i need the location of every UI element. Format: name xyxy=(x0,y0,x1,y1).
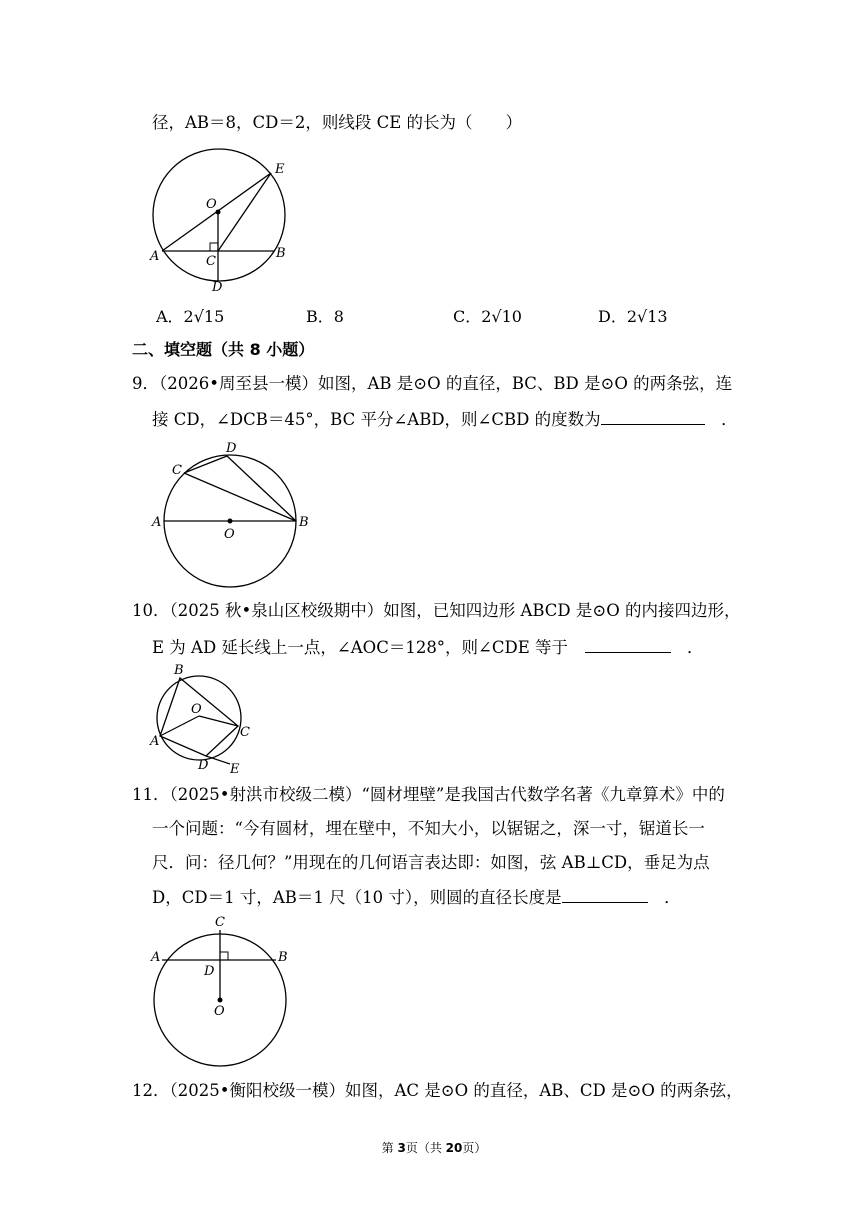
q11-answer-blank[interactable] xyxy=(562,886,648,903)
footer-prefix: 第 xyxy=(381,1141,398,1155)
q8-option-d[interactable]: D．2√13 xyxy=(598,307,668,326)
q11-line4 xyxy=(152,886,681,909)
q10-extension-de xyxy=(206,756,230,764)
q11-label-a: A xyxy=(151,950,161,965)
q9-label-c: C xyxy=(172,463,182,478)
q10-label-d: D xyxy=(198,758,209,773)
footer-total-pages: 20 xyxy=(445,1141,463,1155)
q10-quadrilateral xyxy=(160,678,238,756)
q8-label-b: B xyxy=(276,246,286,261)
q10-line2-text: E 为 AD 延长线上一点，∠AOC＝128°，则∠CDE 等于 xyxy=(152,638,569,657)
q11-line4-text: D，CD＝1 寸，AB＝1 尺（10 寸），则圆的直径长度是 xyxy=(152,888,562,907)
footer-mid: 页（共 xyxy=(405,1141,446,1155)
q8-text: 径，AB＝8，CD＝2，则线段 CE 的长为（ ） xyxy=(152,113,523,132)
q9-chord-cd xyxy=(184,456,227,473)
q11-figure xyxy=(146,914,302,1070)
q8-figure xyxy=(140,145,300,295)
q11-end: ． xyxy=(664,888,681,907)
q9-line1: 9．（2026•周至县一模）如图，AB 是⊙O 的直径，BC、BD 是⊙O 的两条弦，连 xyxy=(132,374,733,393)
footer-page-number: 3 xyxy=(397,1141,406,1155)
q8-label-a: A xyxy=(150,249,160,264)
q8-circle xyxy=(153,149,285,281)
q9-answer-blank[interactable] xyxy=(601,408,705,425)
q10-figure xyxy=(146,660,258,780)
q9-label-d: D xyxy=(226,441,237,456)
q8-label-d: D xyxy=(212,280,223,295)
q9-line2-text: 接 CD，∠DCB＝45°，BC 平分∠ABD，则∠CBD 的度数为 xyxy=(152,410,601,429)
q11-label-b: B xyxy=(278,950,288,965)
q9-label-a: A xyxy=(152,515,162,530)
page-footer xyxy=(0,1139,868,1156)
q10-line1: 10．（2025 秋•泉山区校级期中）如图，已知四边形 ABCD 是⊙O 的内接四边形， xyxy=(132,601,741,620)
q10-label-c: C xyxy=(240,725,250,740)
q8-right-angle xyxy=(210,243,218,251)
q8-label-c: C xyxy=(206,254,216,269)
footer-suffix: 页） xyxy=(462,1141,487,1155)
q8-option-a[interactable]: A．2√15 xyxy=(156,307,225,326)
q8-line-ec xyxy=(218,173,271,251)
section-title: 二、填空题（共 8 小题） xyxy=(132,340,315,359)
q11-center-dot xyxy=(218,998,223,1003)
q10-label-o: O xyxy=(191,702,202,717)
q9-chord-cb xyxy=(184,473,296,521)
q8-label-o: O xyxy=(206,197,217,212)
q11-right-angle xyxy=(220,952,228,960)
q11-label-c: C xyxy=(215,915,225,930)
q10-label-e: E xyxy=(230,762,240,777)
q10-end: ． xyxy=(687,638,704,657)
q9-end: ． xyxy=(721,410,738,429)
q8-option-b[interactable]: B．8 xyxy=(306,307,344,326)
q9-chord-db xyxy=(227,456,296,521)
q11-line3: 尺．问：径几何？”用现在的几何语言表达即：如图，弦 AB⊥CD，垂足为点 xyxy=(152,853,710,872)
q8-label-e: E xyxy=(275,162,285,177)
q10-label-b: B xyxy=(174,663,184,678)
q10-label-a: A xyxy=(150,734,160,749)
q9-center-dot xyxy=(228,519,233,524)
q9-label-b: B xyxy=(299,515,309,530)
q9-line2 xyxy=(152,408,738,431)
q10-answer-blank[interactable] xyxy=(585,636,671,653)
q11-label-d: D xyxy=(204,964,215,979)
q10-line2 xyxy=(152,636,704,659)
q9-label-o: O xyxy=(224,527,235,542)
q11-line2: 一个问题：“今有圆材，埋在壁中，不知大小，以锯锯之，深一寸，锯道长一 xyxy=(152,819,705,838)
q8-option-c[interactable]: C．2√10 xyxy=(453,307,522,326)
q9-figure xyxy=(146,436,316,592)
q12-line1: 12．（2025•衡阳校级一模）如图，AC 是⊙O 的直径，AB、CD 是⊙O 的两条弦， xyxy=(132,1081,743,1100)
q11-line1: 11．（2025•射洪市校级二模）“圆材埋壁”是我国古代数学名著《九章算术》中的 xyxy=(132,785,725,804)
q11-label-o: O xyxy=(214,1004,225,1019)
